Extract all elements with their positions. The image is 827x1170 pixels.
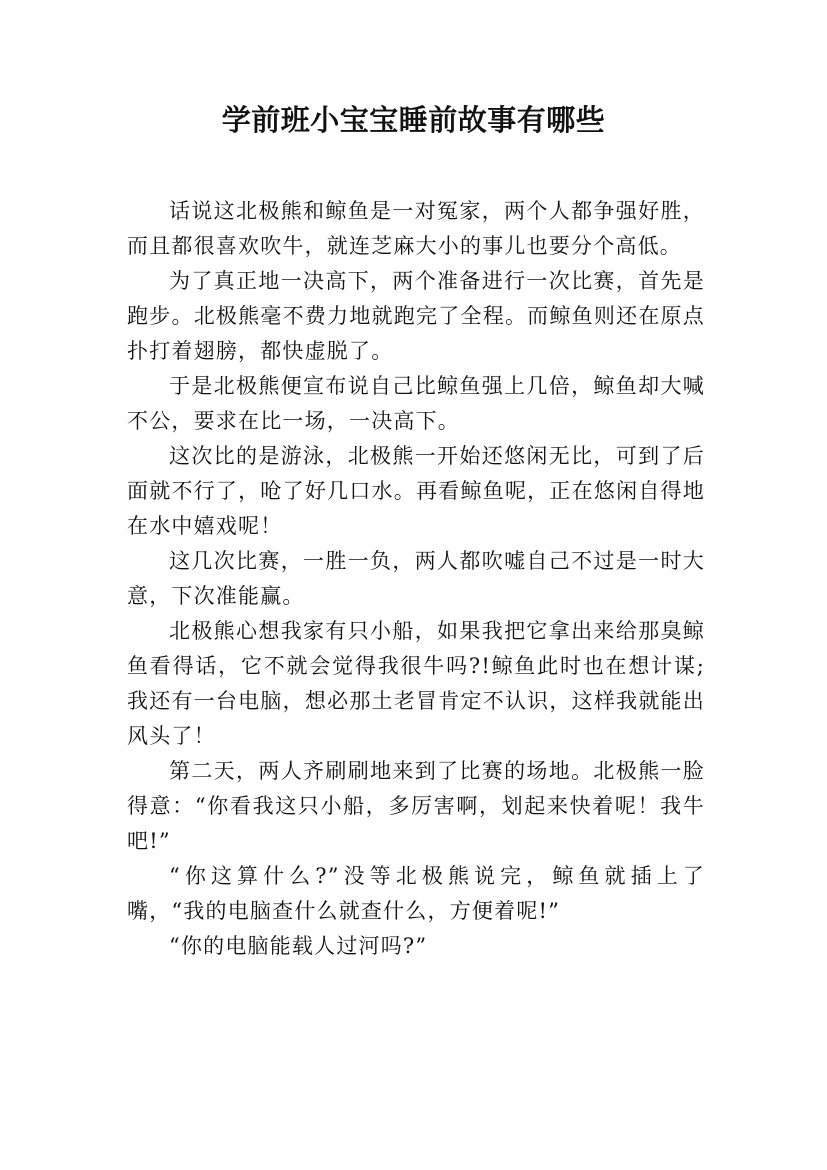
paragraph: 于是北极熊便宣布说自己比鲸鱼强上几倍，鲸鱼却大喊不公，要求在比一场，一决高下。 — [127, 374, 705, 433]
paragraph: “你的电脑能载人过河吗?” — [169, 934, 428, 958]
document-title: 学前班小宝宝睡前故事有哪些 — [221, 103, 606, 137]
paragraph: 第二天，两人齐刷刷地来到了比赛的场地。北极熊一脸得意：“你看我这只小船，多厉害啊，划起来快着呢！我牛吧!” — [127, 759, 705, 853]
paragraph: 这次比的是游泳，北极熊一开始还悠闲无比，可到了后面就不行了，呛了好几口水。再看鲸鱼呢，正在悠闲自得地在水中嬉戏呢！ — [127, 444, 705, 538]
paragraph: “你这算什么?”没等北极熊说完，鲸鱼就插上了嘴，“我的电脑查什么就查什么，方便着呢!” — [127, 864, 705, 923]
document-body — [127, 194, 705, 964]
paragraph: 这几次比赛，一胜一负，两人都吹嘘自己不过是一时大意，下次准能赢。 — [127, 549, 705, 608]
paragraph: 为了真正地一决高下，两个准备进行一次比赛，首先是跑步。北极熊毫不费力地就跑完了全程。而鲸鱼则还在原点扑打着翅膀，都快虚脱了。 — [127, 269, 705, 363]
paragraph: 话说这北极熊和鲸鱼是一对冤家，两个人都争强好胜，而且都很喜欢吹牛，就连芝麻大小的事儿也要分个高低。 — [127, 199, 705, 258]
paragraph: 北极熊心想我家有只小船，如果我把它拿出来给那臭鲸鱼看得话，它不就会觉得我很牛吗?!鲸鱼此时也在想计谋;我还有一台电脑，想必那土老冒肯定不认识，这样我就能出风头了！ — [127, 619, 705, 748]
